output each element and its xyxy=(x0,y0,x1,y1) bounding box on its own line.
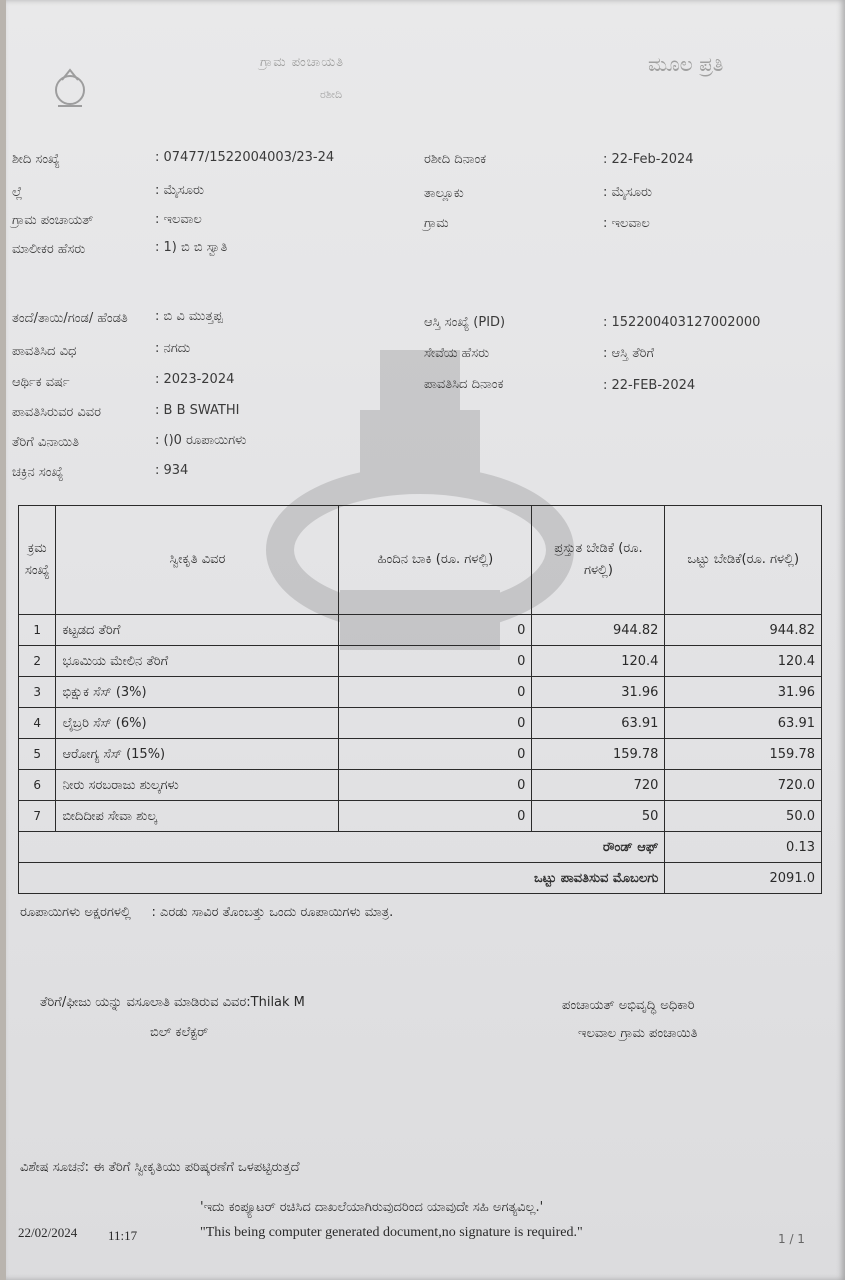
relation: : ಬಿ ವಿ ಮುತ್ತಪ್ಪ xyxy=(155,309,223,324)
sl-cell: 6 xyxy=(19,770,56,801)
grand-total-label: ಒಟ್ಟು ಪಾವತಿಸುವ ಮೊಬಲಗು xyxy=(19,863,665,894)
curr-header: ಪ್ರಸ್ತುತ ಬೇಡಿಕೆ (ರೂ. ಗಳಲ್ಲಿ) xyxy=(532,506,665,615)
relation-label: ತಂದೆ/ತಾಯಿ/ಗಂಡ/ ಹೆಂಡತಿ xyxy=(12,311,128,326)
table-row xyxy=(19,615,822,646)
service: : ಆಸ್ತಿ ತೆರಿಗೆ xyxy=(603,346,655,361)
pid: : 152200403127002000 xyxy=(603,315,761,330)
table-row xyxy=(19,770,822,801)
table-row xyxy=(19,739,822,770)
round-off-value: 0.13 xyxy=(665,832,822,863)
desc-cell: ಆರೋಗ್ಯ ಸೆಸ್ (15%) xyxy=(56,739,339,770)
total-cell: 159.78 xyxy=(665,739,822,770)
sl-cell: 1 xyxy=(19,615,56,646)
table-row xyxy=(19,646,822,677)
footer-kannada: 'ಇದು ಕಂಪ್ಯೂಟರ್ ರಚಿಸಿದ ದಾಖಲೆಯಾಗಿರುವುದರಿಂದ ಯಾವುದೇ ಸಹಿ ಅಗತ್ಯವಿಲ್ಲ.' xyxy=(200,1200,544,1215)
words-value: : ಎರಡು ಸಾವಿರ ತೊಂಬತ್ತು ಒಂದು ರೂಪಾಯಿಗಳು ಮಾತ್ರ. xyxy=(151,905,394,920)
grand-total-row xyxy=(19,863,822,894)
sl-cell: 7 xyxy=(19,801,56,832)
desc-cell: ಭಿಕ್ಷುಕ ಸೆಸ್ (3%) xyxy=(56,677,339,708)
tax-table xyxy=(18,505,822,894)
prev-cell: 0 xyxy=(339,646,532,677)
village-label: ಗ್ರಾಮ xyxy=(424,216,449,231)
receipt-date: : 22-Feb-2024 xyxy=(603,152,694,167)
sl-cell: 4 xyxy=(19,708,56,739)
prev-cell: 0 xyxy=(339,615,532,646)
table-body xyxy=(19,615,822,832)
prev-cell: 0 xyxy=(339,677,532,708)
print-date: 22/02/2024 xyxy=(18,1225,78,1240)
grand-total-value: 2091.0 xyxy=(665,863,822,894)
collector-role: ಬಿಲ್ ಕಲೆಕ್ಟರ್ xyxy=(150,1025,209,1040)
prev-cell: 0 xyxy=(339,708,532,739)
curr-cell: 944.82 xyxy=(532,615,665,646)
page-number: 1 / 1 xyxy=(778,1232,805,1246)
curr-cell: 120.4 xyxy=(532,646,665,677)
table-row xyxy=(19,677,822,708)
table-row xyxy=(19,708,822,739)
receipt-date-label: ರಶೀದಿ ದಿನಾಂಕ xyxy=(424,152,487,167)
total-header: ಒಟ್ಟು ಬೇಡಿಕೆ(ರೂ. ಗಳಲ್ಲಿ) xyxy=(665,506,822,615)
prev-cell: 0 xyxy=(339,770,532,801)
pay-mode-label: ಪಾವತಿಸಿದ ವಿಧ xyxy=(12,344,77,359)
print-time: 11:17 xyxy=(108,1228,138,1243)
sl-cell: 3 xyxy=(19,677,56,708)
desc-header: ಸ್ವೀಕೃತಿ ವಿವರ xyxy=(56,506,339,615)
desc-cell: ನೀರು ಸರಬರಾಜು ಶುಲ್ಕಗಳು xyxy=(56,770,339,801)
government-emblem-icon xyxy=(40,60,100,120)
curr-cell: 63.91 xyxy=(532,708,665,739)
desc-cell: ಲೈಬ್ರರಿ ಸೆಸ್ (6%) xyxy=(56,708,339,739)
collector-line: ತೆರಿಗೆ/ಫೀಜು ಯನ್ನು ವಸೂಲಾತಿ ಮಾಡಿರುವ ವಿವರ:Thilak M xyxy=(40,995,305,1010)
special-note: ವಿಶೇಷ ಸೂಚನೆ: ಈ ತೆರಿಗೆ ಸ್ವೀಕೃತಿಯು ಪರಿಷ್ಕರಣೆಗೆ ಒಳಪಟ್ಟಿರುತ್ತದೆ xyxy=(20,1160,300,1175)
receipt-no: : 07477/1522004003/23-24 xyxy=(155,150,335,165)
office-subtitle: ರಶೀದಿ xyxy=(320,88,343,101)
total-cell: 50.0 xyxy=(665,801,822,832)
total-cell: 63.91 xyxy=(665,708,822,739)
office-title: ಗ್ರಾಮ ಪಂಚಾಯತಿ xyxy=(260,55,345,70)
gp-label: ಗ್ರಾಮ ಪಂಚಾಯತ್ xyxy=(12,213,94,228)
taluk-label: ತಾಲ್ಲೂಕು xyxy=(424,186,464,201)
prev-cell: 0 xyxy=(339,801,532,832)
amount-in-words xyxy=(20,905,393,920)
footer-english: "This being computer generated document,no signature is required." xyxy=(200,1225,583,1240)
total-cell: 944.82 xyxy=(665,615,822,646)
prev-cell: 0 xyxy=(339,739,532,770)
exemption: : ()0 ರೂಪಾಯಿಗಳು xyxy=(155,433,247,448)
round-off-row xyxy=(19,832,822,863)
officer-title: ಪಂಚಾಯತ್ ಅಭಿವೃದ್ಧಿ ಅಧಿಕಾರಿ xyxy=(562,998,695,1013)
challan: : 934 xyxy=(155,463,189,478)
table-row xyxy=(19,801,822,832)
payer-label: ಪಾವತಿಸಿರುವರ ವಿವರ xyxy=(12,405,102,420)
village: : ಇಲವಾಲ xyxy=(603,216,650,231)
receipt-no-label: ಶೀದಿ ಸಂಖ್ಯೆ xyxy=(12,152,60,167)
curr-cell: 159.78 xyxy=(532,739,665,770)
challan-label: ಚಕ್ರಿನ ಸಂಖ್ಯೆ xyxy=(12,465,64,480)
pid-label: ಆಸ್ತಿ ಸಂಖ್ಯೆ (PID) xyxy=(424,315,506,330)
prev-header: ಹಿಂದಿನ ಬಾಕಿ (ರೂ. ಗಳಲ್ಲಿ) xyxy=(339,506,532,615)
sl-header: ಕ್ರಮ ಸಂಖ್ಯೆ xyxy=(19,506,56,615)
sl-cell: 2 xyxy=(19,646,56,677)
paid-date-label: ಪಾವತಿಸಿದ ದಿನಾಂಕ xyxy=(424,377,504,392)
curr-cell: 50 xyxy=(532,801,665,832)
officer-office: ಇಲವಾಲ ಗ್ರಾಮ ಪಂಚಾಯಿತಿ xyxy=(578,1026,698,1041)
gp: : ಇಲವಾಲ xyxy=(155,212,202,227)
owner-label: ಮಾಲೀಕರ ಹೆಸರು xyxy=(12,242,86,257)
fy-label: ಆರ್ಥಿಕ ವರ್ಷ xyxy=(12,375,70,390)
total-cell: 120.4 xyxy=(665,646,822,677)
curr-cell: 720 xyxy=(532,770,665,801)
fy: : 2023-2024 xyxy=(155,372,235,387)
taluk: : ಮೈಸೂರು xyxy=(603,185,652,200)
desc-cell: ಭೂಮಿಯ ಮೇಲಿನ ತೆರಿಗೆ xyxy=(56,646,339,677)
pay-mode: : ನಗದು xyxy=(155,341,191,356)
paid-date: : 22-FEB-2024 xyxy=(603,378,696,393)
corner-text: ಮೂಲ ಪ್ರತಿ xyxy=(648,52,724,76)
words-label: ರೂಪಾಯಿಗಳು ಅಕ್ಷರಗಳಲ್ಲಿ xyxy=(20,905,131,920)
owner: : 1) ಬಿ ಬಿ ಸ್ವಾತಿ xyxy=(155,240,228,255)
desc-cell: ಬೀದಿದೀಪ ಸೇವಾ ಶುಲ್ಕ xyxy=(56,801,339,832)
round-off-label: ರೌಂಡ್ ಆಫ್ xyxy=(19,832,665,863)
desc-cell: ಕಟ್ಟಡದ ತೆರಿಗೆ xyxy=(56,615,339,646)
table-header-row xyxy=(19,506,822,615)
curr-cell: 31.96 xyxy=(532,677,665,708)
exemption-label: ತೆರಿಗೆ ವಿನಾಯಿತಿ xyxy=(12,435,80,450)
sl-cell: 5 xyxy=(19,739,56,770)
total-cell: 31.96 xyxy=(665,677,822,708)
district-label: ಲ್ಲೆ xyxy=(12,185,23,200)
district: : ಮೈಸೂರು xyxy=(155,183,204,198)
total-cell: 720.0 xyxy=(665,770,822,801)
payer: : B B SWATHI xyxy=(155,403,240,418)
service-label: ಸೇವೆಯ ಹೆಸರು xyxy=(424,346,490,361)
